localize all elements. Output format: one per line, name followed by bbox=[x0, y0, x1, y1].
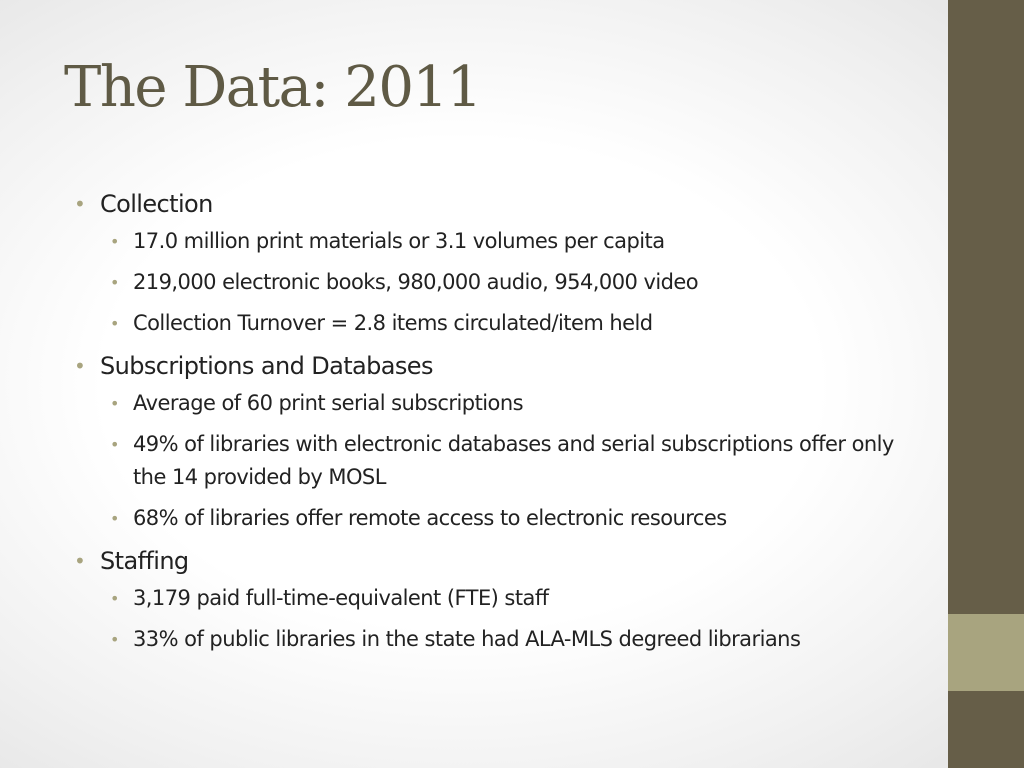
bullet-icon: • bbox=[110, 589, 119, 608]
list-item bbox=[100, 582, 932, 615]
sub-item-list bbox=[100, 387, 932, 535]
bullet-icon: • bbox=[74, 549, 86, 573]
bullet-content bbox=[72, 186, 932, 664]
bullet-icon: • bbox=[74, 354, 86, 378]
bullet-icon: • bbox=[110, 232, 119, 251]
list-item bbox=[100, 266, 932, 299]
bullet-icon: • bbox=[110, 394, 119, 413]
section-staffing bbox=[72, 543, 932, 656]
sub-item-list bbox=[100, 225, 932, 340]
list-item-text: Collection Turnover = 2.8 items circulated/item held bbox=[133, 311, 653, 335]
bullet-icon: • bbox=[110, 273, 119, 292]
list-item-text: 3,179 paid full-time-equivalent (FTE) staff bbox=[133, 586, 549, 610]
list-item-text: 49% of libraries with electronic databases and serial subscriptions offer only the 14 provided by MOSL bbox=[133, 432, 894, 489]
list-item bbox=[100, 307, 932, 340]
section-subscriptions bbox=[72, 348, 932, 535]
list-item-text: 17.0 million print materials or 3.1 volumes per capita bbox=[133, 229, 665, 253]
list-item bbox=[100, 502, 932, 535]
section-collection bbox=[72, 186, 932, 340]
bullet-icon: • bbox=[74, 192, 86, 216]
list-item-text: Average of 60 print serial subscriptions bbox=[133, 391, 523, 415]
section-list bbox=[72, 186, 932, 656]
section-heading: Subscriptions and Databases bbox=[100, 352, 433, 380]
list-item-text: 33% of public libraries in the state had ALA-MLS degreed librarians bbox=[133, 627, 801, 651]
list-item bbox=[100, 387, 932, 420]
slide-title: The Data: 2011 bbox=[64, 55, 481, 120]
bullet-icon: • bbox=[110, 435, 119, 454]
list-item bbox=[100, 428, 932, 494]
list-item-text: 68% of libraries offer remote access to electronic resources bbox=[133, 506, 727, 530]
list-item bbox=[100, 225, 932, 258]
bullet-icon: • bbox=[110, 509, 119, 528]
bullet-icon: • bbox=[110, 314, 119, 333]
list-item bbox=[100, 623, 932, 656]
list-item-text: 219,000 electronic books, 980,000 audio, 954,000 video bbox=[133, 270, 699, 294]
bullet-icon: • bbox=[110, 630, 119, 649]
section-heading: Collection bbox=[100, 190, 213, 218]
sidebar-accent-block bbox=[948, 614, 1024, 691]
sub-item-list bbox=[100, 582, 932, 656]
section-heading: Staffing bbox=[100, 547, 189, 575]
